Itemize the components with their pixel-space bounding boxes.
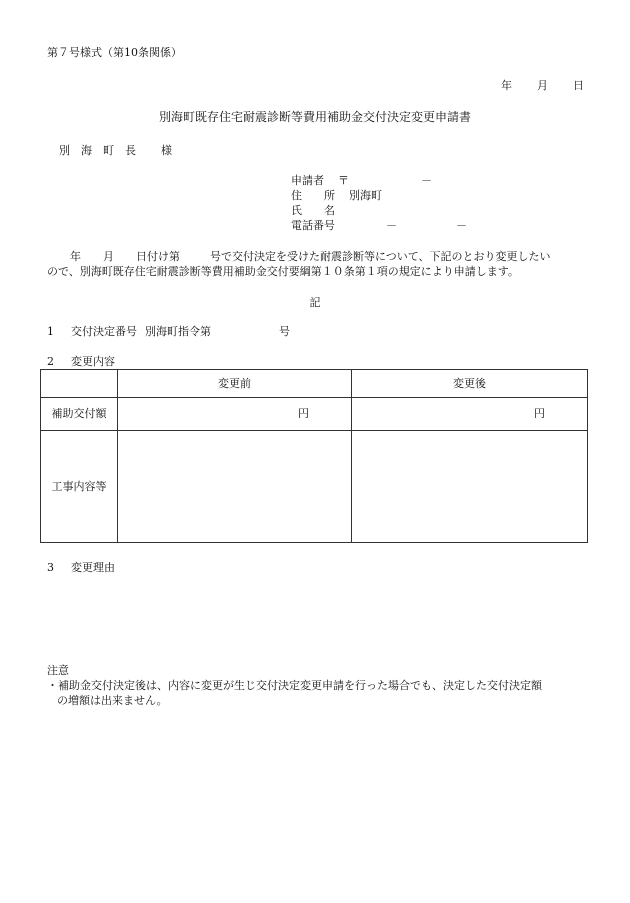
postal-mark: 〒 <box>338 174 349 187</box>
body-line-1 <box>47 249 587 264</box>
amount-before-field[interactable]: 円 <box>118 398 352 431</box>
item-decision-number <box>47 325 290 338</box>
header-after: 変更後 <box>352 370 588 398</box>
notes-line-1 <box>47 679 542 694</box>
addressee-char: 町 <box>103 144 114 157</box>
table-row-work <box>41 431 588 543</box>
header-before: 変更前 <box>118 370 352 398</box>
table-row-amount <box>41 398 588 431</box>
amount-label: 補助交付額 <box>41 398 118 431</box>
bullet: ・ <box>47 679 58 692</box>
form-number: 第７号様式（第10条関係） <box>47 46 182 59</box>
item-change-reason <box>47 561 115 574</box>
address-value: 別海町 <box>349 189 382 202</box>
addressee-char: 別 <box>59 144 70 157</box>
name-label: 氏 名 <box>291 204 335 217</box>
body-month: 月 <box>103 250 114 263</box>
addressee <box>59 144 172 157</box>
addressee-char: 長 <box>125 144 136 157</box>
addressee-honorific: 様 <box>161 144 172 157</box>
item-label: 変更理由 <box>71 561 115 574</box>
date-day: 日 <box>573 79 584 92</box>
phone-dash: － <box>386 219 397 232</box>
document-title: 別海町既存住宅耐震診断等費用補助金交付決定変更申請書 <box>158 110 471 124</box>
postal-dash: － <box>421 174 432 187</box>
phone-label: 電話番号 <box>291 219 335 232</box>
date-year: 年 <box>501 79 512 92</box>
ki-heading: 記 <box>309 296 321 309</box>
body-line1-rest: 号で交付決定を受けた耐震診断等について、下記のとおり変更したい <box>210 250 551 263</box>
notes-text: 補助金交付決定後は、内容に変更が生じ交付決定変更申請を行った場合でも、決定した交付決定額 <box>58 679 542 692</box>
applicant-label: 申請者 <box>291 174 324 187</box>
item-change-content <box>47 355 115 368</box>
decision-prefix: 別海町指令第 <box>145 325 211 338</box>
addressee-char: 海 <box>81 144 92 157</box>
decision-suffix: 号 <box>279 325 290 338</box>
phone-dash: － <box>456 219 467 232</box>
notes-heading: 注意 <box>47 664 69 677</box>
table-header-row <box>41 370 588 398</box>
body-date-prefix: 日付け第 <box>136 250 180 263</box>
work-label: 工事内容等 <box>41 431 118 543</box>
item-number: 1 <box>47 325 54 338</box>
header-empty-cell <box>41 370 118 398</box>
notes <box>47 664 542 709</box>
item-number: 3 <box>47 561 54 574</box>
work-after-field[interactable] <box>352 431 588 543</box>
changes-table <box>40 369 588 543</box>
body-text <box>47 249 587 279</box>
address-label: 住 所 <box>291 189 335 202</box>
body-year: 年 <box>70 250 81 263</box>
body-line-2: ので、別海町既存住宅耐震診断等費用補助金交付要綱第１０条第１項の規定により申請します。 <box>47 265 519 278</box>
item-label: 変更内容 <box>71 355 115 368</box>
item-label: 交付決定番号 <box>71 325 137 338</box>
notes-line-2: の増額は出来ません。 <box>57 694 168 707</box>
work-before-field[interactable] <box>118 431 352 543</box>
amount-after-field[interactable]: 円 <box>352 398 588 431</box>
item-number: 2 <box>47 355 54 368</box>
date-line <box>501 79 584 92</box>
date-month: 月 <box>537 79 548 92</box>
